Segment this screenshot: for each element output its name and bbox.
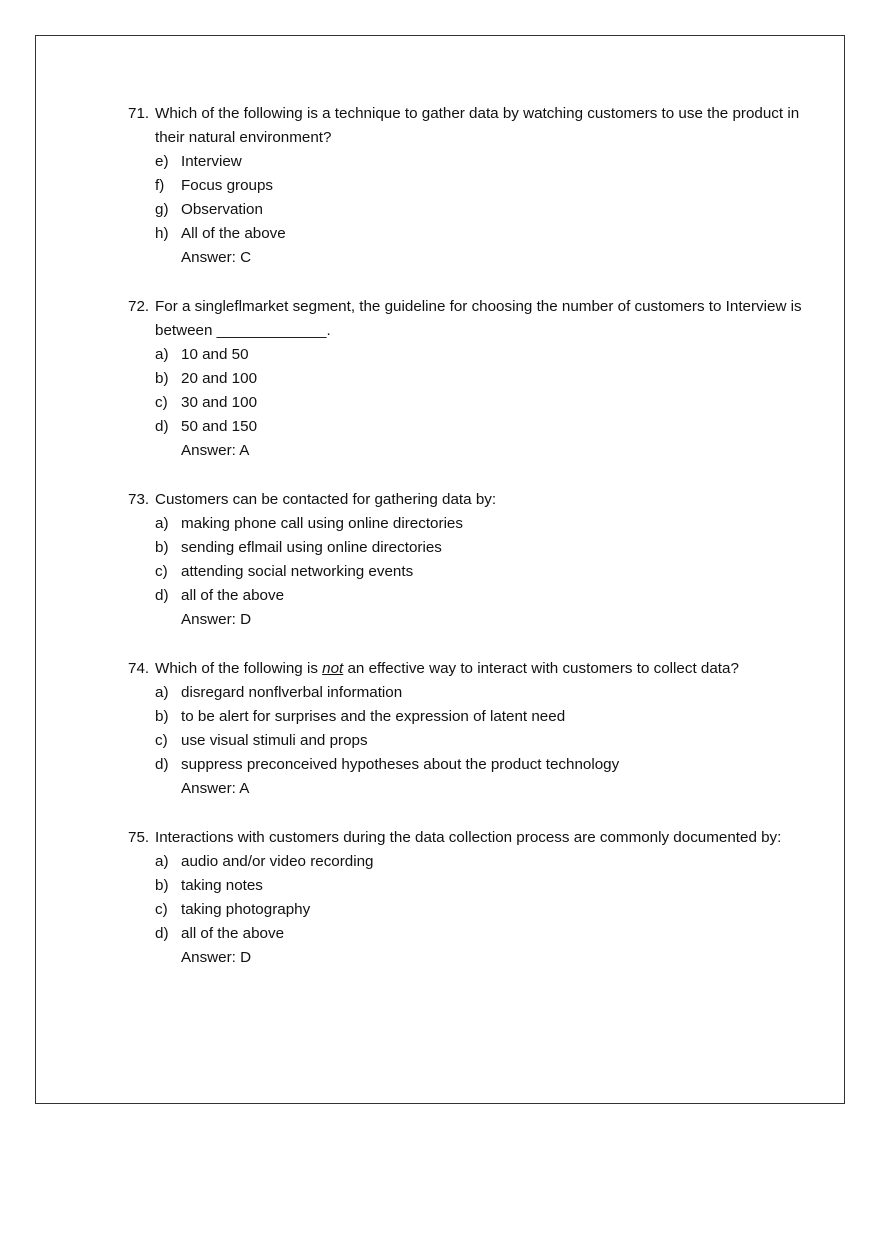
option-letter: b) [155,877,169,894]
question-stem [128,295,828,343]
option-letter: a) [155,853,169,870]
option-text: All of the above [181,225,286,242]
option [128,174,828,198]
question-stem [128,488,828,512]
option-text: to be alert for surprises and the expression of latent need [181,708,566,725]
answer-key: Answer: A [181,780,250,797]
option-letter: c) [155,732,168,749]
option-text: Interview [181,153,242,170]
option [128,874,828,898]
option [128,150,828,174]
option-text: 50 and 150 [181,418,258,435]
option-text: all of the above [181,925,285,942]
option-text: Observation [181,201,263,218]
option-letter: d) [155,587,169,604]
option-text: Focus groups [181,177,274,194]
option-letter: h) [155,225,169,242]
answer-key: Answer: D [181,611,252,628]
option [128,367,828,391]
option [128,512,828,536]
option-text: all of the above [181,587,285,604]
option-text: making phone call using online directories [181,515,463,532]
question-number: 72. [128,298,150,315]
option [128,391,828,415]
question-number: 75. [128,829,150,846]
option-text: suppress preconceived hypotheses about the product technology [181,756,620,773]
option [128,536,828,560]
option [128,850,828,874]
option [128,729,828,753]
option-letter: b) [155,708,169,725]
question-stem [128,826,828,850]
question-text-emphasis: not [322,660,344,677]
option-text: 10 and 50 [181,346,249,363]
option-letter: d) [155,925,169,942]
option-letter: d) [155,418,169,435]
question-text: Interactions with customers during the data collection process are commonly documented by: [155,829,782,846]
option-letter: a) [155,515,169,532]
option-text: 20 and 100 [181,370,258,387]
option-letter: b) [155,370,169,387]
option-letter: d) [155,756,169,773]
option [128,922,828,946]
option [128,753,828,777]
option [128,198,828,222]
option [128,681,828,705]
option [128,705,828,729]
option [128,415,828,439]
option-letter: f) [155,177,165,194]
option [128,584,828,608]
question-number: 71. [128,105,150,122]
option [128,560,828,584]
option-text: 30 and 100 [181,394,258,411]
option-letter: c) [155,901,168,918]
question-71 [128,102,828,270]
question-text: Which of the following is a technique to gather data by watching customers to use the product in their natural environment? [155,105,800,146]
answer-key: Answer: A [181,442,250,459]
question-74 [128,657,828,801]
question-text-after: an effective way to interact with customers to collect data? [343,660,739,677]
option-text: taking photography [181,901,311,918]
option-letter: c) [155,394,168,411]
question-73 [128,488,828,632]
option [128,898,828,922]
option-letter: e) [155,153,169,170]
question-list [128,102,828,995]
question-stem [128,102,828,150]
option-letter: c) [155,563,168,580]
option-letter: b) [155,539,169,556]
option [128,222,828,246]
option-text: sending eflmail using online directories [181,539,442,556]
answer-key: Answer: C [181,249,252,266]
option-text: taking notes [181,877,263,894]
question-75 [128,826,828,970]
question-stem [128,657,828,681]
option-text: attending social networking events [181,563,414,580]
question-72 [128,295,828,463]
option-text: use visual stimuli and props [181,732,368,749]
option-text: audio and/or video recording [181,853,374,870]
question-text: For a singleflmarket segment, the guideline for choosing the number of customers to Interview is between _____________. [155,298,802,339]
option-letter: g) [155,201,169,218]
option-letter: a) [155,684,169,701]
question-number: 73. [128,491,150,508]
question-text-before: Which of the following is [155,660,323,677]
answer-key: Answer: D [181,949,252,966]
question-text: Customers can be contacted for gathering data by: [155,491,497,508]
option-letter: a) [155,346,169,363]
option-text: disregard nonflverbal information [181,684,403,701]
option [128,343,828,367]
question-number: 74. [128,660,150,677]
